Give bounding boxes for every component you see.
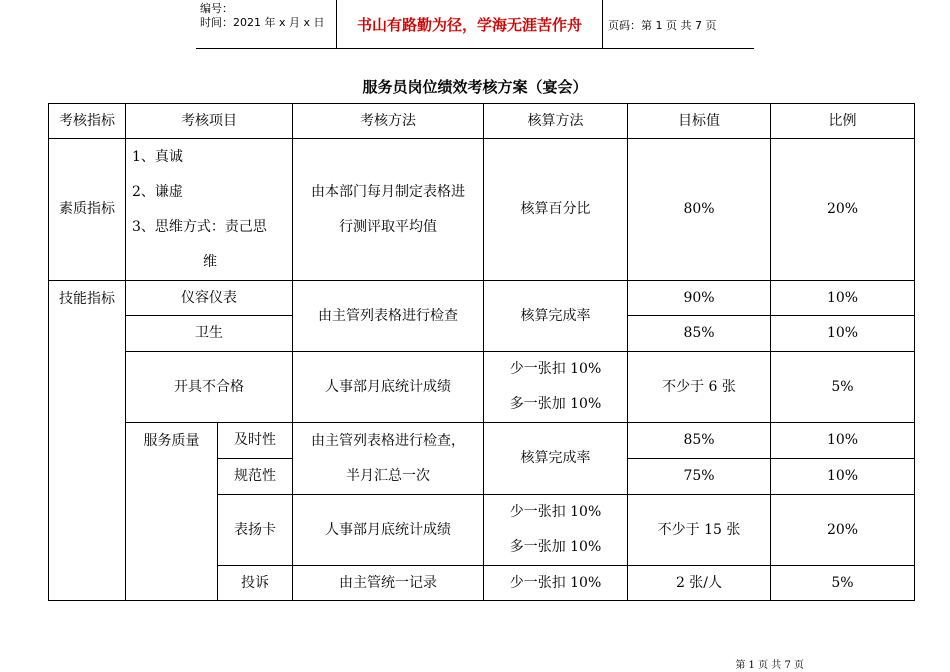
calc-cell: 少一张扣 10%	[484, 566, 628, 601]
ratio-cell: 5%	[771, 566, 915, 601]
item-cell: 开具不合格	[126, 352, 293, 423]
header-left	[200, 2, 325, 30]
method-line: 由本部门每月制定表格进	[311, 183, 465, 200]
header-cell: 核算方法	[484, 104, 628, 139]
target-cell: 不少于 6 张	[628, 352, 771, 423]
header-cell: 考核方法	[293, 104, 484, 139]
calc-cell: 核算完成率	[484, 281, 628, 352]
ratio-cell: 5%	[771, 352, 915, 423]
document-title: 服务员岗位绩效考核方案（宴会）	[362, 78, 588, 96]
table-row	[49, 423, 915, 459]
subitem-cell: 及时性	[218, 423, 293, 459]
header-cell: 目标值	[628, 104, 771, 139]
calc-cell: 核算完成率	[484, 423, 628, 495]
assessment-table	[48, 103, 915, 601]
code-label: 编号：	[200, 2, 233, 15]
header-cell: 考核指标	[49, 104, 126, 139]
list-item: 1、真诚	[132, 148, 183, 165]
table-row	[49, 281, 915, 316]
list-item: 2、谦虚	[132, 183, 183, 200]
ratio-cell: 20%	[771, 495, 915, 566]
method-cell: 人事部月底统计成绩	[293, 352, 484, 423]
calc-cell: 核算百分比	[484, 139, 628, 281]
indicator-cell: 素质指标	[49, 139, 126, 281]
subitem-cell: 规范性	[218, 459, 293, 495]
item-group-cell: 服务质量	[126, 423, 218, 601]
method-cell: 由主管统一记录	[293, 566, 484, 601]
table-header-row	[49, 104, 915, 139]
motto: 书山有路勤为径，学海无涯苦作舟	[336, 0, 603, 48]
target-cell: 75%	[628, 459, 771, 495]
target-cell: 不少于 15 张	[628, 495, 771, 566]
method-line: 由主管列表格进行检查，	[311, 432, 465, 449]
list-item: 维	[203, 253, 217, 270]
ratio-cell: 10%	[771, 423, 915, 459]
method-cell	[293, 423, 484, 495]
method-line: 半月汇总一次	[346, 467, 430, 484]
calc-line: 少一张扣 10%	[509, 504, 602, 520]
subitem-cell: 投诉	[218, 566, 293, 601]
ratio-cell: 10%	[771, 316, 915, 352]
target-cell: 85%	[628, 316, 771, 352]
target-cell: 85%	[628, 423, 771, 459]
table-row	[49, 139, 915, 281]
header-cell: 考核项目	[126, 104, 293, 139]
page-info: 页码：第 1 页 共 7 页	[608, 19, 717, 32]
method-cell	[293, 139, 484, 281]
table-row	[49, 352, 915, 423]
target-cell: 2 张/人	[628, 566, 771, 601]
items-cell	[126, 139, 293, 281]
method-cell: 由主管列表格进行检查	[293, 281, 484, 352]
list-item: 3、思维方式：责己思	[132, 218, 267, 235]
subitem-cell: 表扬卡	[218, 495, 293, 566]
time-label: 时间：2021 年 x 月 x 日	[200, 16, 325, 29]
calc-cell	[484, 352, 628, 423]
method-cell: 人事部月底统计成绩	[293, 495, 484, 566]
calc-line: 多一张加 10%	[509, 396, 602, 412]
ratio-cell: 10%	[771, 459, 915, 495]
calc-line: 少一张扣 10%	[509, 361, 602, 377]
item-cell: 卫生	[126, 316, 293, 352]
calc-line: 多一张加 10%	[509, 539, 602, 555]
ratio-cell: 20%	[771, 139, 915, 281]
calc-cell	[484, 495, 628, 566]
page-header	[196, 0, 754, 49]
indicator-cell: 技能指标	[49, 281, 126, 601]
method-line: 行测评取平均值	[339, 218, 437, 235]
item-cell: 仪容仪表	[126, 281, 293, 316]
ratio-cell: 10%	[771, 281, 915, 316]
target-cell: 80%	[628, 139, 771, 281]
page-footer: 第 1 页 共 7 页	[735, 660, 804, 671]
target-cell: 90%	[628, 281, 771, 316]
header-cell: 比例	[771, 104, 915, 139]
